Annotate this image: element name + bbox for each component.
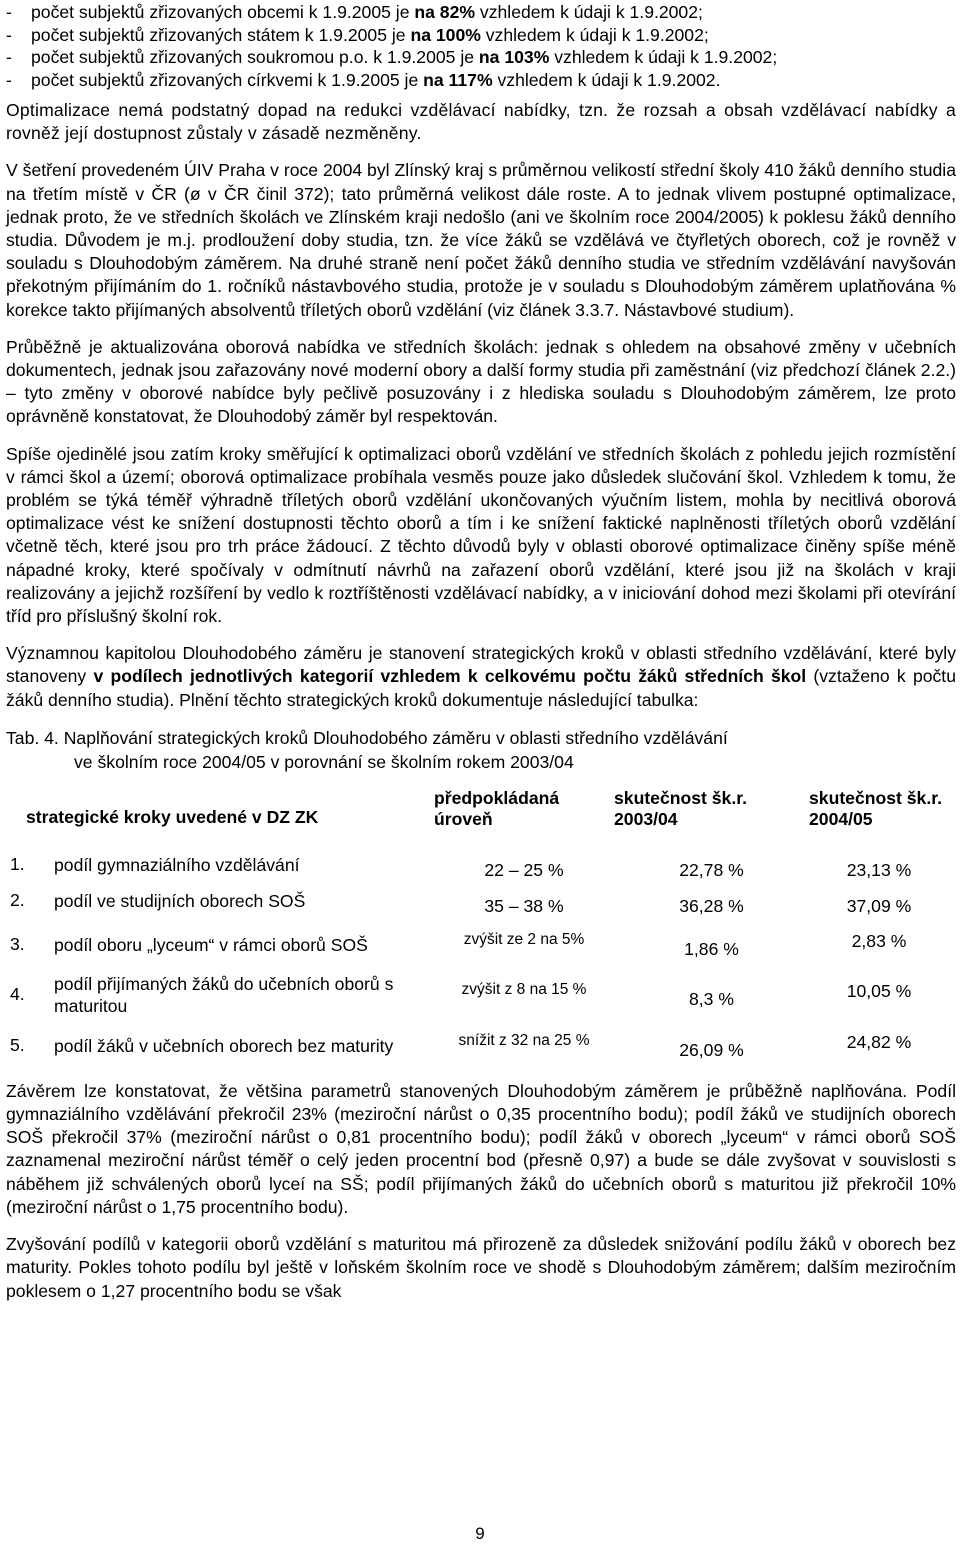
header-cell: skutečnost šk.r. 2003/04	[614, 787, 747, 829]
paragraph-vyznamnou: Významnou kapitolou Dlouhodobého záměru je stanovení strategických kroků v oblasti středního vzdělávání, které byly stanoveny v podílech jednotlivých kategorií vzhledem k celkovému počtu žáků středních škol (vztaženo k počtu žáků denního studia). Plnění těchto strategických kroků dokumentuje následující tabulka:	[6, 643, 956, 710]
table-row: 5. podíl žáků v učebních oborech bez maturity snížit z 32 na 25 % 26,09 % 24,82 %	[10, 1031, 912, 1061]
paragraph-zaver: Závěrem lze konstatovat, že většina parametrů stanovených Dlouhodobým záměrem je průběžně naplňována. Podíl gymnaziálního vzdělávání překročil 23% (meziroční nárůst o 0,35 procentního bodu); podíl žáků ve studijních oborech SOŠ překročil 37% (meziroční nárůst o 0,81 procentního bodu); podíl žáků v oborech „lyceum“ v rámci oborů SOŠ zaznamenal meziroční nárůst téměř o celý jeden procentní bod (přesně 0,97) a bude se dále zvyšovat v souvislosti s náběhem již schválených oborů lyceí na SŠ; podíl přijímaných žáků do učebních oborů s maturitou již překročil 10% (meziroční nárůst o 1,75 procentního bodu).	[6, 1080, 956, 1217]
table-caption: Tab. 4. Naplňování strategických kroků Dlouhodobého záměru v oblasti středního vzdělávání ve školním roce 2004/05 v porovnání se školním rokem 2003/04	[6, 727, 728, 772]
paragraph-prubezne: Průběžně je aktualizována oborová nabídka ve středních školách: jednak s ohledem na obsahové změny v učebních dokumentech, jednak jsou zařazovány nové moderní obory a další formy studia při zaměstnání (viz předchozí článek 2.2.) – tyto změny v oborové nabídce byly pečlivě posuzovány i z hlediska souladu s Dlouhodobým záměrem, lze proto oprávněně konstatovat, že Dlouhodobý záměr byl respektován.	[6, 336, 956, 427]
table-row: 4. podíl přijímaných žáků do učebních oborů s maturitou zvýšit z 8 na 15 % 8,3 % 10,05 %	[10, 973, 912, 1016]
table-row: 2. podíl ve studijních oborech SOŠ 35 – 38 % 36,28 % 37,09 %	[10, 890, 912, 917]
page-number: 9	[475, 1524, 485, 1543]
paragraph-optimalizace: Optimalizace nemá podstatný dopad na redukci vzdělávací nabídky, tzn. že rozsah a obsah vzdělávací nabídky a rovněž její dostupnost zůstaly v zásadě nezměněny.	[6, 100, 956, 144]
strategic-steps-table	[6, 784, 949, 1072]
paragraph-zvyseni: Zvyšování podílů v kategorii oborů vzdělání s maturitou má přirozeně za důsledek snižování podílu žáků v oborech bez maturity. Pokles tohoto podílu byl ještě v loňském školním roce ve shodě s Dlouhodobým záměrem; dalším meziročním poklesem o 1,27 procentního bodu se však	[6, 1234, 956, 1301]
table-row: 1. podíl gymnaziálního vzdělávání 22 – 25 % 22,78 % 23,13 %	[10, 854, 912, 881]
paragraph-setreni: V šetření provedeném ÚIV Praha v roce 2004 byl Zlínský kraj s průměrnou velikostí střední školy 410 žáků denního studia na třetím místě v ČR (ø v ČR činil 372); tato průměrná velikost dále roste. A to jednak vlivem postupné optimalizace, jednak proto, že ve středních školách ve Zlínském kraji nedošlo (ani ve školním roce 2004/2005) k poklesu žáků denního studia. Důvodem je m.j. prodloužení doby studia, tzn. že více žáků se vzdělává ve čtyřletých oborech, což je rovněž v souladu s Dlouhodobým záměrem. Na druhé straně není počet žáků denního studia ve středním vzdělávání navyšován překotným přijímáním do 1. ročníků nástavbového studia, protože je v souladu s Dlouhodobým záměrem uplatňována % korekce takto přijímaných absolventů tříletých oborů vzdělání (viz článek 3.3.7. Nástavbové studium).	[6, 160, 956, 320]
header-cell: předpokládaná úroveň	[434, 787, 560, 829]
list-item: - počet subjektů zřizovaných církvemi k 1.9.2005 je na 117% vzhledem k údaji k 1.9.2002.	[6, 69, 721, 90]
list-item: - počet subjektů zřizovaných obcemi k 1.9.2005 je na 82% vzhledem k údaji k 1.9.2002;	[6, 2, 703, 22]
document-page	[6, 0, 956, 1303]
table-row: 3. podíl oboru „lyceum“ v rámci oborů SOŠ zvýšit ze 2 na 5% 1,86 % 2,83 %	[10, 930, 907, 960]
bullet-list	[6, 0, 956, 91]
header-cell: strategické kroky uvedené v DZ ZK	[26, 807, 319, 828]
list-item: - počet subjektů zřizovaných soukromou p.o. k 1.9.2005 je na 103% vzhledem k údaji k 1.9.2002;	[6, 47, 778, 67]
list-item: - počet subjektů zřizovaných státem k 1.9.2005 je na 100% vzhledem k údaji k 1.9.2002;	[6, 24, 709, 45]
header-cell: skutečnost šk.r. 2004/05	[809, 787, 942, 829]
table-header-row	[6, 784, 949, 848]
paragraph-spise: Spíše ojedinělé jsou zatím kroky směřující k optimalizaci oborů vzdělání ve středních školách z pohledu jejich rozmístění v rámci škol a území; oborová optimalizace probíhala vesměs pouze jako důsledek slučování škol. Vzhledem k tomu, že problém se týká téměř výhradně tříletých oborů vzdělání ukončovaných výučním listem, mohla by necitlivá oborová optimalizace vést ke snížení dostupnosti těchto oborů a tím i ke snížení faktické naplněnosti tříletých oborů vzdělání včetně těch, které jsou pro trh práce žádoucí. Z těchto důvodů byly v oblasti oborové optimalizace činěny spíše méně nápadné kroky, které spočívaly v odmítnutí návrhů na zařazení oborů vzdělání, které jsou již na školách v kraji realizovány a jejichž rozšíření by vedlo k roztříštěnosti vzdělávací nabídky, a v iniciování dohod mezi školami při otevírání tříd pro příslušný školní rok.	[6, 443, 956, 627]
